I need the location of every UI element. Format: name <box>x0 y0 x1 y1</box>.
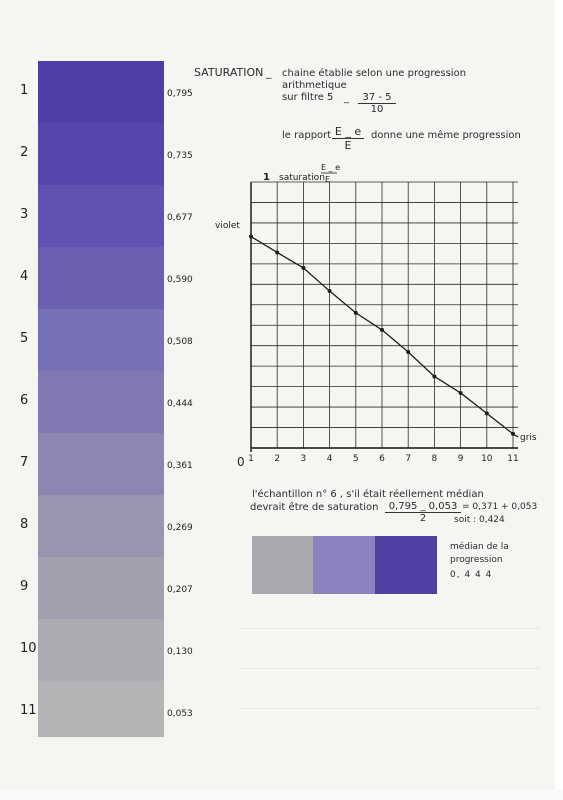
data-point <box>301 266 305 270</box>
y-axis-title-frac-den: E <box>325 175 331 184</box>
title-dash: _ <box>266 66 272 79</box>
sample-equation: = 0,371 + 0,053 <box>462 502 538 512</box>
step-value: 0,677 <box>167 213 193 223</box>
ratio-fraction-num: E _ e <box>332 125 364 139</box>
x-tick-label: 5 <box>352 454 359 464</box>
data-point <box>380 328 384 332</box>
faint-rule <box>240 628 540 629</box>
sample-swatch-grey <box>252 536 313 594</box>
step-number: 11 <box>20 703 37 718</box>
x-tick-label: 8 <box>431 454 438 464</box>
data-point <box>459 391 463 395</box>
data-point <box>511 432 515 436</box>
sample-line-2: devrait être de saturation <box>250 502 379 513</box>
step-number: 4 <box>20 269 29 284</box>
paper-edge <box>0 790 563 800</box>
data-point <box>485 411 489 415</box>
step-value: 0,508 <box>167 337 193 347</box>
step-value: 0,444 <box>167 399 193 409</box>
median-value: 0, 4 4 4 <box>450 570 493 580</box>
step-number: 9 <box>20 579 29 594</box>
x-tick-label: 7 <box>405 454 412 464</box>
sample-fraction <box>385 501 461 524</box>
header-fraction-num: 37 - 5 <box>358 92 396 104</box>
sample-line-1: l'échantillon n° 6 , s'il était réellement médian <box>252 489 484 500</box>
x-tick-label: 11 <box>507 454 519 464</box>
data-point <box>275 250 279 254</box>
x-tick-label: 1 <box>248 454 254 464</box>
data-point <box>354 311 358 315</box>
header-line-1: chaine établie selon une progression <box>282 68 467 79</box>
sample-swatch-violet <box>375 536 437 594</box>
chart-axes <box>251 182 518 452</box>
step-number: 2 <box>20 145 29 160</box>
paper-edge <box>555 0 563 800</box>
chart-series <box>249 235 518 437</box>
sample-result: soit : 0,424 <box>454 515 505 525</box>
sample-fraction-den: 2 <box>419 513 427 524</box>
step-number: 10 <box>20 641 37 656</box>
step-value: 0,795 <box>167 89 193 99</box>
x-tick-label: 2 <box>274 454 281 464</box>
step-number: 8 <box>20 517 29 532</box>
violet-label: violet <box>215 221 240 231</box>
step-number: 5 <box>20 331 29 346</box>
header-line-2: arithmetique <box>282 80 347 91</box>
step-number: 3 <box>20 207 29 222</box>
ratio-prefix: le rapport <box>282 130 332 141</box>
header-line-3-dash: _ <box>344 93 349 104</box>
origin-label: 0 <box>237 455 245 469</box>
ratio-fraction-den: E <box>344 139 352 152</box>
title: SATURATION <box>194 66 264 79</box>
step-number: 7 <box>20 455 29 470</box>
data-point <box>432 374 436 378</box>
data-point <box>328 289 332 293</box>
header-fraction-den: 10 <box>370 104 384 115</box>
step-number: 6 <box>20 393 29 408</box>
sample-swatch-median <box>313 536 375 594</box>
step-number: 1 <box>20 83 29 98</box>
x-tick-label: 3 <box>300 454 307 464</box>
step-value: 0,130 <box>167 647 193 657</box>
sample-fraction-num: 0,795 _ 0,053 <box>385 501 461 513</box>
chart-labels <box>215 163 537 469</box>
data-point <box>406 350 410 354</box>
faint-rule <box>240 708 540 709</box>
median-label-2: progression <box>450 555 503 565</box>
header-line-3: sur filtre 5 <box>282 92 334 103</box>
x-tick-label: 9 <box>457 454 464 464</box>
chart-grid <box>251 182 518 448</box>
x-tick-label: 4 <box>326 454 333 464</box>
median-label-1: médian de la <box>450 542 509 552</box>
faint-rule <box>240 668 540 669</box>
ratio-suffix: donne une même progression <box>371 130 521 141</box>
step-value: 0,269 <box>167 523 193 533</box>
x-tick-label: 10 <box>481 454 493 464</box>
data-point <box>249 235 253 239</box>
y-axis-title-frac-num: E _ e <box>321 163 341 172</box>
step-value: 0,207 <box>167 585 193 595</box>
y-axis-title: saturation <box>279 173 325 183</box>
y-top-label: 1 <box>263 172 270 183</box>
step-value: 0,735 <box>167 151 193 161</box>
step-value: 0,053 <box>167 709 193 719</box>
gris-label: gris <box>520 433 537 443</box>
x-tick-label: 6 <box>379 454 385 464</box>
step-value: 0,361 <box>167 461 193 471</box>
step-value: 0,590 <box>167 275 193 285</box>
